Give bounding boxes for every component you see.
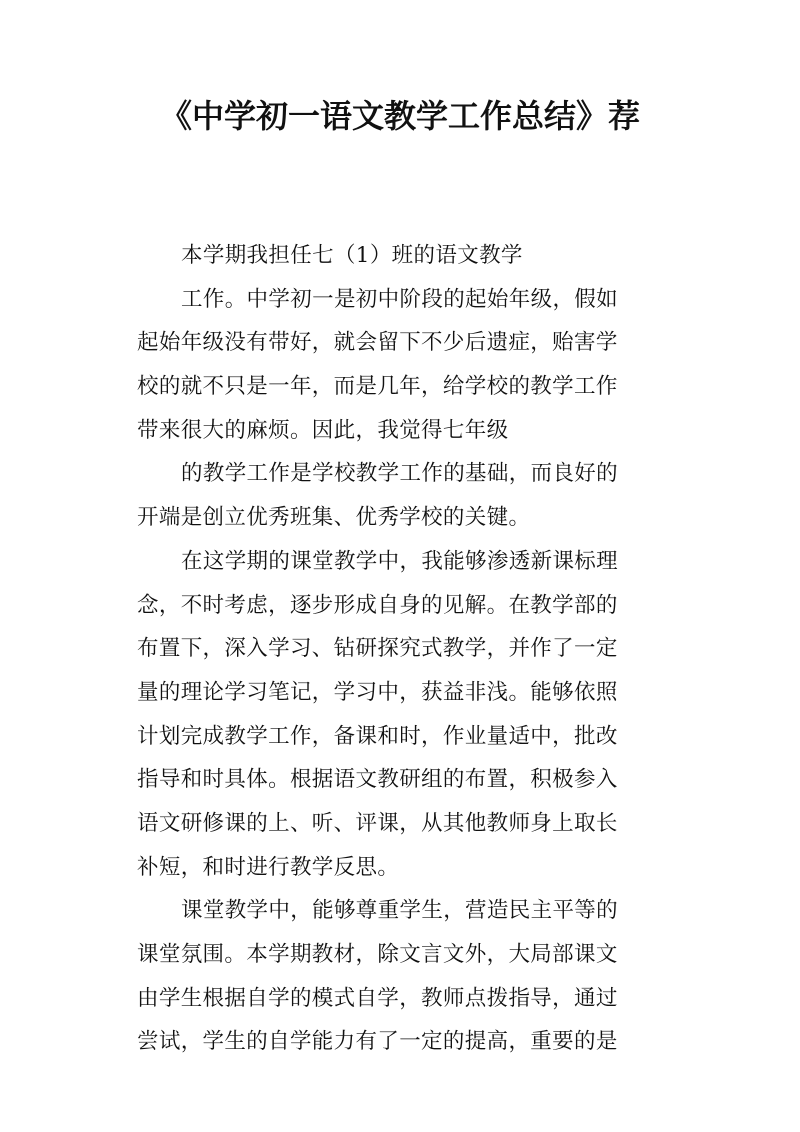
- text-line: 带来很大的麻烦。因此，我觉得七年级: [137, 417, 509, 443]
- text-line: 指导和时具体。根据语文教研组的布置，积极参入: [137, 767, 618, 793]
- text-line: 布置下，深入学习、钻研探究式教学，并作了一定: [137, 636, 618, 662]
- text-line: 量的理论学习笔记，学习中，获益非浅。能够依照: [137, 679, 618, 705]
- text-line: 补短，和时进行教学反思。: [137, 854, 400, 880]
- text-line: 开端是创立优秀班集、优秀学校的关键。: [137, 505, 531, 531]
- text-line: 课堂教学中，能够尊重学生，营造民主平等的: [181, 898, 619, 924]
- text-line: 在这学期的课堂教学中，我能够渗透新课标理: [181, 548, 619, 574]
- document-body: [137, 234, 671, 1064]
- document-title: 《中学初一语文教学工作总结》荐: [159, 97, 640, 135]
- text-line: 念，不时考虑，逐步形成自身的见解。在教学部的: [137, 592, 618, 618]
- text-line: 工作。中学初一是初中阶段的起始年级，假如: [181, 286, 619, 312]
- text-line: 尝试，学生的自学能力有了一定的提高，重要的是: [137, 1029, 618, 1055]
- text-line: 课堂氛围。本学期教材，除文言文外，大局部课文: [137, 942, 618, 967]
- text-line: 计划完成教学工作，备课和时，作业量适中，批改: [137, 723, 618, 749]
- text-line: 语文研修课的上、听、评课，从其他教师身上取长: [137, 810, 618, 836]
- text-line: 的教学工作是学校教学工作的基础，而良好的: [181, 461, 619, 487]
- text-line: 校的就不只是一年，而是几年，给学校的教学工作: [137, 374, 618, 400]
- text-line: 由学生根据自学的模式自学，教师点拨指导，通过: [137, 985, 618, 1011]
- text-line: 起始年级没有带好，就会留下不少后遗症，贻害学: [137, 330, 618, 356]
- text-line: 本学期我担任七（1）班的语文教学: [181, 243, 523, 268]
